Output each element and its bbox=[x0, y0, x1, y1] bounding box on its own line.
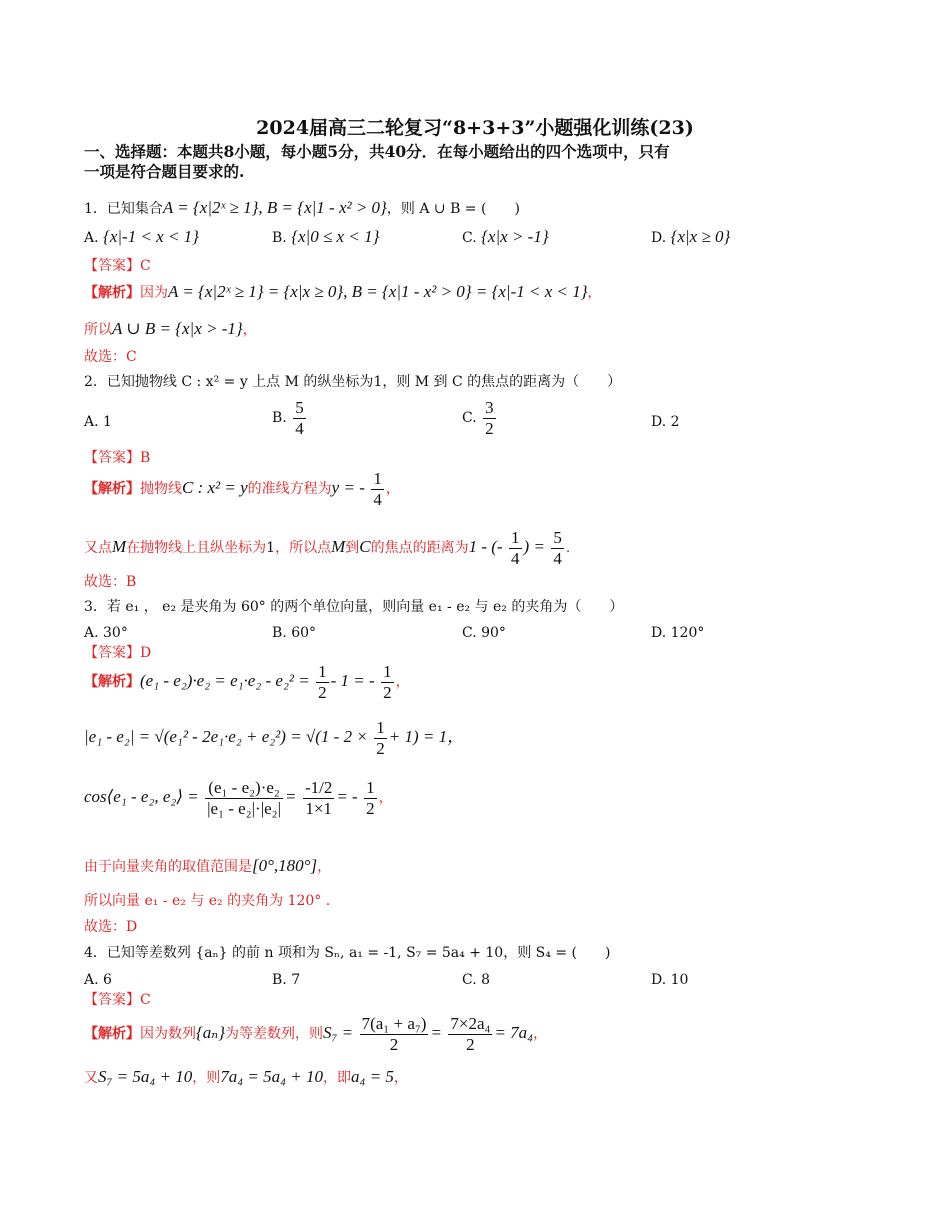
q3-option-c: C. 90° bbox=[462, 625, 506, 641]
q1-option-d: D. {x|x ≥ 0} bbox=[651, 227, 731, 246]
q2-analysis-line1: 【解析】抛物线C : x² = y的准线方程为y = - $\frac{1}{4}$ ， bbox=[84, 469, 400, 509]
q4-stem: 4．已知等差数列 {aₙ} 的前 n 项和为 Sₙ, a₁ = -1, S₇ = 5a₄ + 10，则 S₄ = ( ) bbox=[84, 945, 611, 961]
q3-answer: 【答案】D bbox=[84, 645, 152, 661]
q2-stem: 2．已知抛物线 C : x² = y 上点 M 的纵坐标为1，则 M 到 C 的焦点的距离为（ ） bbox=[84, 374, 622, 390]
section-heading-line2: 一项是符合题目要求的. bbox=[84, 162, 245, 181]
q3-option-b: B. 60° bbox=[272, 625, 317, 641]
page-title: 2024届高三二轮复习“8+3+3”小题强化训练(23) bbox=[256, 117, 694, 139]
q4-analysis-line2: 又S₇ = 5a₄ + 10，则7a₄ = 5a₄ + 10，即a₄ = 5， bbox=[84, 1067, 408, 1086]
q1-stem: 1．已知集合A = {x|2ˣ ≥ 1}, B = {x|1 - x² > 0}，则 A ∪ B = ( ) bbox=[84, 198, 520, 217]
q3-range: 由于向量夹角的取值范围是[0°,180°]， bbox=[84, 856, 332, 875]
q3-option-a: A. 30° bbox=[84, 625, 128, 641]
q3-conclusion: 故选：D bbox=[84, 919, 138, 935]
q3-option-d: D. 120° bbox=[651, 625, 705, 641]
q2-option-d: D. 2 bbox=[651, 414, 680, 430]
q3-analysis-eq3: cos⟨e₁ - e₂, e₂⟩ = $\frac{\text{(e₁ - e₂)·e₂}}{\text{|e₁ - e₂|·|e₂|}}$ = $\frac{-1/2}{1\times 1}$ = - $\frac{1}{2}$ ， bbox=[84, 778, 393, 818]
q2-option-a: A. 1 bbox=[84, 414, 112, 430]
q1-analysis-line1: 【解析】因为A = {x|2ˣ ≥ 1} = {x|x ≥ 0}, B = {x|1 - x² > 0} = {x|-1 < x < 1}， bbox=[84, 282, 602, 301]
section-heading-line1: 一、选择题：本题共8小题，每小题5分，共40分．在每小题给出的四个选项中，只有 bbox=[84, 142, 670, 161]
q1-answer: 【答案】C bbox=[84, 258, 151, 274]
q4-option-a: A. 6 bbox=[84, 972, 112, 988]
q3-analysis-eq1: 【解析】(e₁ - e₂)·e₂ = e₁·e₂ - e₂² = $\frac{1}{2}$ - 1 = - $\frac{1}{2}$ ， bbox=[84, 662, 410, 702]
q4-option-d: D. 10 bbox=[651, 972, 689, 988]
q1-analysis-line2: 所以A ∪ B = {x|x > -1}， bbox=[84, 319, 257, 338]
q1-option-a: A. {x|-1 < x < 1} bbox=[84, 227, 199, 246]
q3-final: 所以向量 e₁ - e₂ 与 e₂ 的夹角为 120° . bbox=[84, 893, 331, 909]
q4-answer: 【答案】C bbox=[84, 992, 151, 1008]
q3-analysis-eq2: |e₁ - e₂| = √(e₁² - 2e₁·e₂ + e₂²) = √(1 - 2 × $\frac{1}{2}$ + 1) = 1， bbox=[84, 718, 465, 758]
q1-option-b: B. {x|0 ≤ x < 1} bbox=[272, 227, 380, 246]
q2-conclusion: 故选：B bbox=[84, 574, 137, 590]
q2-option-c: C. $\frac{3}{2}$ bbox=[462, 398, 494, 438]
q4-option-c: C. 8 bbox=[462, 972, 491, 988]
q1-conclusion: 故选：C bbox=[84, 349, 137, 365]
q1-option-c: C. {x|x > -1} bbox=[462, 227, 549, 246]
q3-stem: 3．若 e₁ ， e₂ 是夹角为 60° 的两个单位向量，则向量 e₁ - e₂ 与 e₂ 的夹角为（ ） bbox=[84, 599, 624, 615]
q4-analysis-line1: 【解析】因为数列{aₙ}为等差数列，则S₇ = $\frac{\text{7(a₁ + a₇)}}{2}$ = $\frac{\text{7×2a₄}}{2}$ = 7a₄， bbox=[84, 1014, 548, 1054]
q2-analysis-line2: 又点M在抛物线上且纵坐标为1，所以点M到C的焦点的距离为1 - (- $\frac{1}{4}$ ) = $\frac{5}{4}$ . bbox=[84, 528, 571, 568]
q2-option-b: B. $\frac{5}{4}$ bbox=[272, 398, 304, 438]
q4-option-b: B. 7 bbox=[272, 972, 301, 988]
q2-answer: 【答案】B bbox=[84, 450, 151, 466]
